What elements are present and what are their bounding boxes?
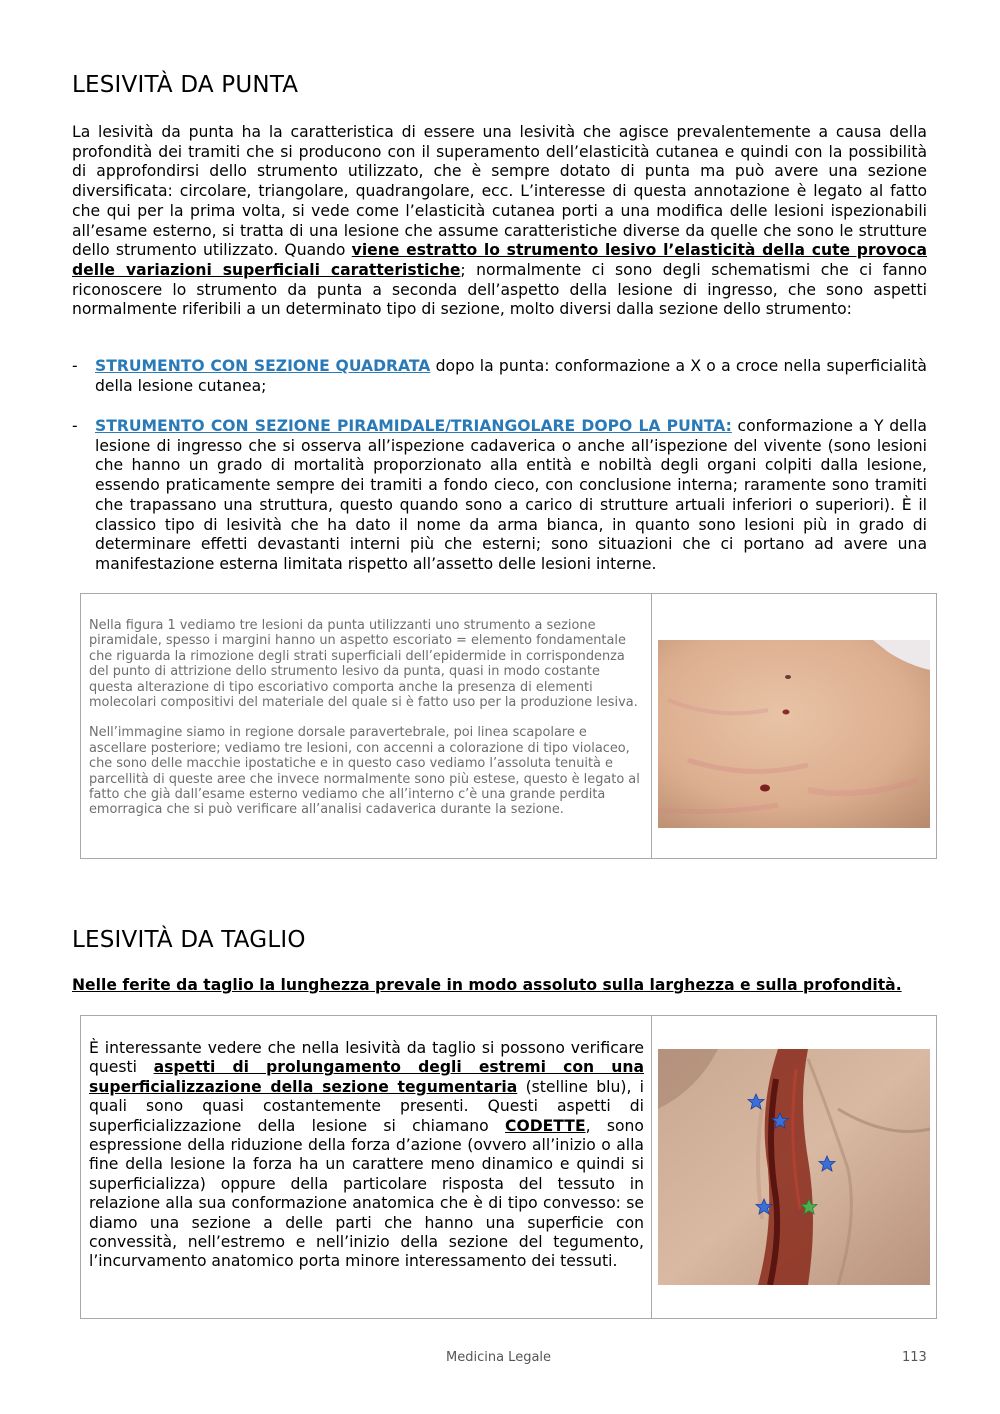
cut-wound-photo xyxy=(658,1049,930,1285)
bullet-square-section xyxy=(72,357,927,396)
figure1-table xyxy=(80,593,937,859)
box-text: È interessante vedere che nella lesività da taglio si possono verificare questi xyxy=(89,1039,644,1077)
figure2-text-cell xyxy=(81,1016,652,1319)
footer-title: Medicina Legale xyxy=(446,1350,552,1365)
bullet-text: dopo la punta: conformazione a X o a croce nella superficialità della lesione cutanea; xyxy=(95,357,927,395)
bullet-text: conformazione a Y della lesione di ingresso che si osserva all’ispezione cadaverica o anche all’ispezione del vivente (sono lesioni che hanno un grado di mortalità proporzionato alla entità e nobiltà degli organi colpiti dalla lesione, essendo praticamente sempre dei tramiti a fondo cieco, con conclusione interna; raramente sono tramiti che trapassano una struttura, questo quando sono a carico di strutture artuali inferiori o superiori). È il classico tipo di lesività che ha dato il nome da arma bianca, in quanto sono lesioni più in grado di determinare effetti devastanti interni più che esterni; sono situazioni che ci portano ad avere una manifestazione esterna limitata rispetto all’assetto delle lesioni interne. xyxy=(95,417,927,573)
box-emphasis: aspetti di prolungamento degli estremi con una superficializzazione della sezione tegumentaria xyxy=(89,1058,644,1096)
paragraph-punta xyxy=(72,123,927,320)
figure2-image-cell xyxy=(652,1016,937,1319)
taglio-intro: Nelle ferite da taglio la lunghezza prevale in modo assoluto sulla larghezza e sulla profondità. xyxy=(72,976,902,994)
paragraph-emphasis: viene estratto lo strumento lesivo l’elasticità della cute provoca delle variazioni superficiali caratteristiche xyxy=(72,241,927,279)
box-text-continued: (stelline blu), i quali sono quasi costantemente presenti. Questi aspetti di superficializzazione della lesione si chiamano xyxy=(89,1077,645,1135)
section-title-punta: LESIVITÀ DA PUNTA xyxy=(72,72,299,98)
back-wounds-photo xyxy=(658,640,930,828)
page-number: 113 xyxy=(902,1350,927,1365)
link-square-section[interactable]: STRUMENTO CON SEZIONE QUADRATA xyxy=(95,357,431,375)
paragraph-text: La lesività da punta ha la caratteristica di essere una lesività che agisce prevalentemente a causa della profondità dei tramiti che si producono con il superamento dell’elasticità cutanea e quindi con la possibilità di approfondirsi dello strumento utilizzato, che è sempre dotato di punta ma può avere una sezione diversificata: circolare, triangolare, quadrangolare, ecc. L’interesse di questa annotazione è legato al fatto che qui per la prima volta, si vede come l’elasticità cutanea porti a una modifica delle lesioni ispezionabili all’esame esterno, si tratta di una lesione che assume caratteristiche diverse da quelle che sono le strutture dello strumento utilizzato. Quando xyxy=(72,123,927,260)
bullet-pyramidal-section xyxy=(72,417,927,575)
bullet-dash: - xyxy=(72,357,78,375)
figure1-caption-p2: Nell’immagine siamo in regione dorsale paravertebrale, poi linea scapolare e ascellare posteriore; vediamo tre lesioni, con accenni a colorazione di tipo violaceo, che sono delle macchie ipostatiche e in questo caso vediamo l’assoluta tenuità e parcellità di queste aree che invece normalmente sono più estese, questo è legato al fatto che già dall’esame esterno vediamo che all’interno c’è una grande perdita emorragica che si può verificare all’analisi cadaverica durante la sezione. xyxy=(89,725,640,818)
codette-term: CODETTE xyxy=(505,1116,586,1135)
figure1-caption-p1: Nella figura 1 vediamo tre lesioni da punta utilizzanti uno strumento a sezione piramidale, spesso i margini hanno un aspetto escoriato = elemento fondamentale che riguarda la rimozione degli strati superficiali dell’epidermide in corrispondenza del punto di attrizione dello strumento lesivo da punta, quasi in modo costante questa alterazione di tipo escoriativo comporta anche la presenza di elementi molecolari compositivi del materiale del quale si è fatto uso per la produzione lesiva. xyxy=(89,618,638,711)
link-pyramidal-section[interactable]: STRUMENTO CON SEZIONE PIRAMIDALE/TRIANGOLARE DOPO LA PUNTA: xyxy=(95,417,732,435)
box-text-end: , sono espressione della riduzione della forza d’azione (ovvero all’inizio o alla fine della lesione la forza ha un carattere meno dinamico e quindi si superficializza) oppure della particolare risposta del tessuto in relazione alla sua conformazione anatomica che è di tipo convesso: se diamo una sezione a delle parti che hanno una superficie con convessità, nell’estremo e nell’inizio della sezione del tegumento, l’incurvamento anatomico porta minore interessamento dei tessuti. xyxy=(89,1116,644,1271)
figure1-image-cell xyxy=(652,594,937,859)
section-title-taglio: LESIVITÀ DA TAGLIO xyxy=(72,927,306,953)
paragraph-text-continued: ; normalmente ci sono degli schematismi che ci fanno riconoscere lo strumento da punta a seconda dell’aspetto della lesione di ingresso, che sono aspetti normalmente riferibili a un determinato tipo di sezione, molto diversi dalla sezione dello strumento: xyxy=(72,260,927,319)
bullet-dash: - xyxy=(72,417,78,435)
figure2-table xyxy=(80,1015,937,1319)
figure1-caption-cell xyxy=(81,594,652,859)
